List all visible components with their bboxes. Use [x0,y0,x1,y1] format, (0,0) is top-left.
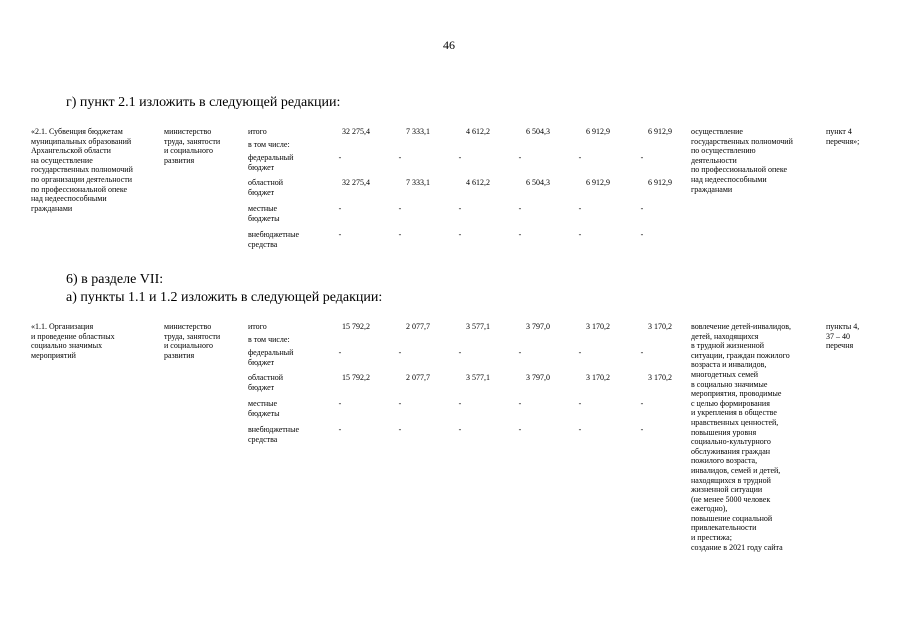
value-cell: 32 275,4 [342,127,370,136]
value-cell: - [458,399,462,408]
value-cell: 6 912,9 [648,178,672,187]
value-cell: - [458,425,462,434]
value-cell: 32 275,4 [342,178,370,187]
value-cell: 4 612,2 [466,178,490,187]
value-cell: - [458,348,462,357]
value-cell: - [398,230,402,239]
value-cell: - [640,399,644,408]
value-cell: 3 170,2 [648,322,672,331]
value-cell: 7 333,1 [406,127,430,136]
reference: пункты 4, 37 – 40 перечня [826,322,860,351]
value-cell: - [338,230,342,239]
value-cell: 2 077,7 [406,373,430,382]
value-cell: - [640,348,644,357]
value-cell: 3 577,1 [466,322,490,331]
heading-a: а) пункты 1.1 и 1.2 изложить в следующей редакции: [66,290,383,305]
value-cell: - [518,153,522,162]
value-cell: - [518,204,522,213]
value-cell: - [518,230,522,239]
measure-name: «1.1. Организация и проведение областных социально значимых мероприятий [31,322,115,360]
value-cell: - [458,204,462,213]
value-cell: 3 797,0 [526,373,550,382]
value-cell: - [398,204,402,213]
value-cell: - [398,425,402,434]
value-cell: - [398,399,402,408]
value-cell: - [398,153,402,162]
heading-section-7: 6) в разделе VII: [66,272,164,287]
value-cell: 6 912,9 [648,127,672,136]
value-cell: - [578,153,582,162]
row-label: местные бюджеты [248,204,280,223]
value-cell: - [578,230,582,239]
value-cell: - [338,153,342,162]
value-cell: - [338,348,342,357]
heading-g: г) пункт 2.1 изложить в следующей редакции: [66,95,341,110]
value-cell: 6 912,9 [586,127,610,136]
value-cell: 3 797,0 [526,322,550,331]
value-cell: - [458,230,462,239]
row-label: в том числе: [248,140,290,149]
page-number: 46 [443,38,455,52]
value-cell: - [338,425,342,434]
value-cell: 6 504,3 [526,127,550,136]
row-label: итого [248,322,267,331]
value-cell: 15 792,2 [342,373,370,382]
measure-name: «2.1. Субвенция бюджетам муниципальных образований Архангельской области на осуществление государственных полномочий по организации деятельности по профессиональной опеке над недееспособными гражданами [31,127,133,213]
value-cell: 3 577,1 [466,373,490,382]
row-label: местные бюджеты [248,399,280,418]
value-cell: - [578,399,582,408]
value-cell: 3 170,2 [648,373,672,382]
reference: пункт 4 перечня»; [826,127,860,146]
value-cell: 4 612,2 [466,127,490,136]
value-cell: - [458,153,462,162]
value-cell: - [338,399,342,408]
value-cell: - [578,348,582,357]
row-label: областной бюджет [248,373,284,392]
value-cell: - [640,204,644,213]
row-label: итого [248,127,267,136]
value-cell: - [640,425,644,434]
value-cell: - [578,204,582,213]
row-label: областной бюджет [248,178,284,197]
executor: министерство труда, занятости и социального развития [164,127,221,165]
value-cell: - [578,425,582,434]
value-cell: - [518,399,522,408]
value-cell: - [518,348,522,357]
value-cell: - [640,230,644,239]
expected-result: вовлечение детей-инвалидов, детей, находящихся в трудной жизненной ситуации, граждан пожилого возраста и инвалидов, многодетных семей в социально значимые мероприятия, проводимые с целью формирования и укрепления в обществе нравственных ценностей, повышения уровня социально-культурного обслуживания граждан пожилого возраста, инвалидов, семей и детей, находящихся в трудной жизненной ситуации (не менее 5000 человек ежегодно), повышение социальной привлекательности и престижа; создание в 2021 году сайта [691,322,792,552]
value-cell: 7 333,1 [406,178,430,187]
value-cell: 2 077,7 [406,322,430,331]
value-cell: 6 912,9 [586,178,610,187]
expected-result: осуществление государственных полномочий по осуществлению деятельности по профессиональной опеке над недееспособными гражданами [691,127,793,194]
value-cell: 3 170,2 [586,373,610,382]
value-cell: 3 170,2 [586,322,610,331]
row-label: внебюджетные средства [248,425,299,444]
row-label: в том числе: [248,335,290,344]
row-label: федеральный бюджет [248,348,294,367]
value-cell: 6 504,3 [526,178,550,187]
row-label: федеральный бюджет [248,153,294,172]
value-cell: 15 792,2 [342,322,370,331]
value-cell: - [398,348,402,357]
value-cell: - [338,204,342,213]
value-cell: - [640,153,644,162]
value-cell: - [518,425,522,434]
row-label: внебюджетные средства [248,230,299,249]
executor: министерство труда, занятости и социального развития [164,322,221,360]
